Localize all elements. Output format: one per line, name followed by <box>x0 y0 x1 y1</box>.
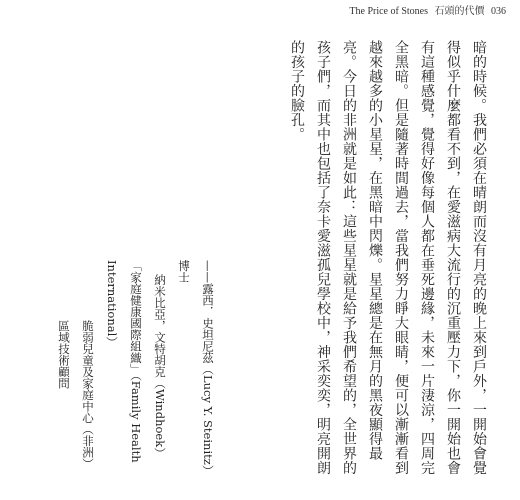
attribution-block <box>52 260 220 480</box>
book-title-english: The Price of Stones <box>349 6 428 17</box>
book-title-chinese: 石頭的代價 <box>434 6 485 17</box>
page-number: 036 <box>491 6 506 17</box>
body-text-column <box>284 40 492 480</box>
attribution-role: 脆弱兒童及家庭中心（非洲）區域技術顧問 <box>57 320 95 470</box>
body-paragraph: 暗的時候。我們必須在晴朗而沒有月亮的晚上來到戶外，一開始會覺得似乎什麼都看不到，在愛滋病大流行的沉重壓力下，你一開始也會有這種感覺，覺得好像每個人都在垂死邊緣，未來一片淒涼，四周完全黑暗。但是隨著時間過去，當我們努力睜大眼睛，便可以漸漸看到越來越多的小星星，在黑暗中閃爍。星星總是在無月的黑夜顯得最亮。今日的非洲就是如此：這些星星就是給予我們希望的，全世界的孩子們，而其中也包括了奈卡愛滋孤兒學校中，神采奕奕，明亮開朗的孩子的臉孔。 <box>289 40 487 475</box>
attribution-author: ——露西．史坦尼茲（Lucy Y. Steinitz）博士 <box>177 260 215 477</box>
running-header <box>345 2 506 17</box>
attribution-location: 納米比亞，文特胡克（Windhoek） <box>153 274 167 459</box>
attribution-organization: 「家庭健康國際組織」（Family Health International） <box>105 260 143 463</box>
